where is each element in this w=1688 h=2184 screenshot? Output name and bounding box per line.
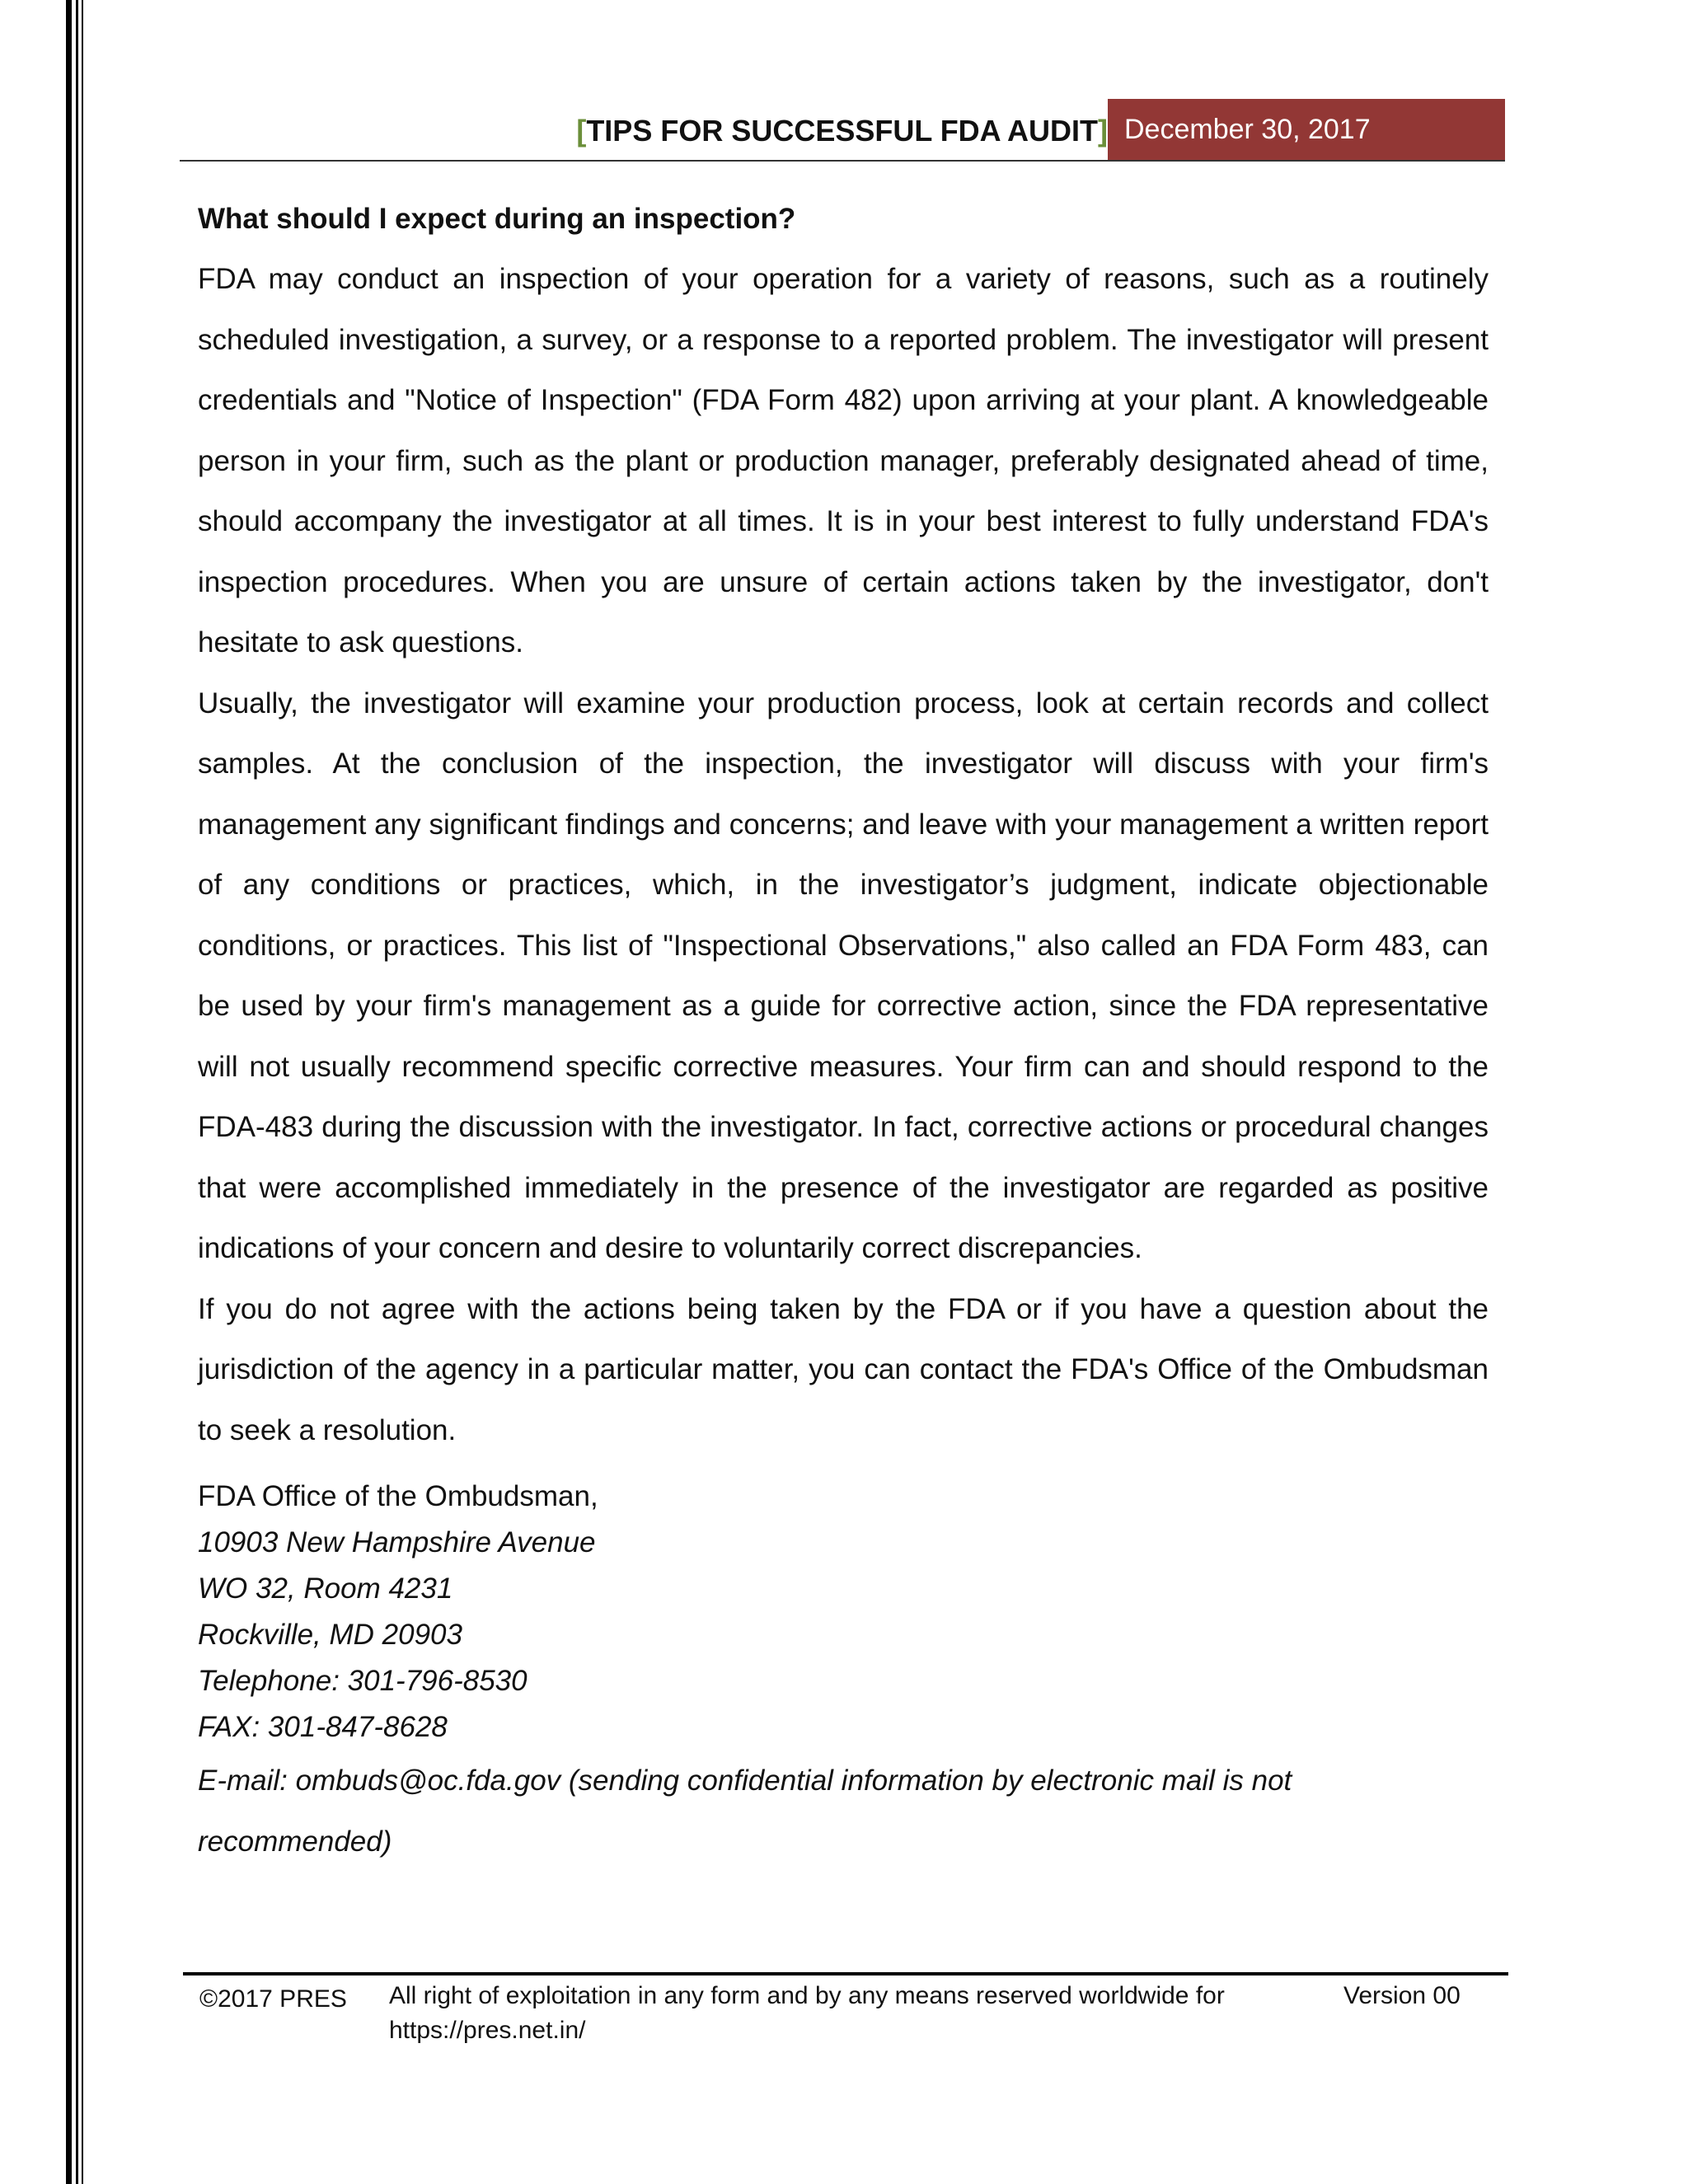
header-date: December 30, 2017 (1108, 99, 1505, 160)
header-bracket-close: ] (1098, 114, 1108, 148)
paragraph: Usually, the investigator will examine your production process, look at certain records and collect samples. At the conclusion of the inspection, the investigator will discuss with your firm's management any significant findings and concerns; and leave with your management a written report of any conditions or practices, which, in the investigator’s judgment, indicate objectionable conditions, or practices. This list of "Inspectional Observations," also called an FDA Form 483, can be used by your firm's management as a guide for corrective action, since the FDA representative will not usually recommend specific corrective measures. Your firm can and should respond to the FDA-483 during the discussion with the investigator. In fact, corrective actions or procedural changes that were accomplished immediately in the presence of the investigator are regarded as positive indications of your concern and desire to voluntarily correct discrepancies. (198, 687, 1489, 1264)
header-title-text: TIPS FOR SUCCESSFUL FDA AUDIT (586, 114, 1098, 148)
footer-copyright: ©2017 PRES (199, 1985, 347, 2013)
header-bracket-open: [ (576, 114, 587, 148)
paragraph: If you do not agree with the actions being taken by the FDA or if you have a question about the jurisdiction of the agency in a particular matter, you can contact the FDA's Office of the Ombudsman to seek a resolution. (198, 1292, 1489, 1446)
address-telephone: Telephone: 301-796-8530 (198, 1665, 528, 1697)
address-name: FDA Office of the Ombudsman, (198, 1480, 598, 1512)
address-street: 10903 New Hampshire Avenue (198, 1526, 596, 1558)
address-email: E-mail: ombuds@oc.fda.gov (sending confidential information by electronic mail is not recommended) (198, 1765, 1292, 1858)
page-border-line (76, 0, 78, 2184)
page-header (180, 97, 1505, 162)
address-city: Rockville, MD 20903 (198, 1619, 462, 1651)
header-title (576, 114, 1108, 148)
footer-rights: All right of exploitation in any form and by any means reserved worldwide for https://pres.net.in/ (389, 1982, 1225, 2044)
page-footer (183, 1972, 1508, 2044)
page-border-line (82, 0, 83, 2184)
address-fax: FAX: 301-847-8628 (198, 1711, 448, 1743)
page-border-line (66, 0, 72, 2184)
ombudsman-address (198, 1474, 1489, 1872)
paragraph: FDA may conduct an inspection of your operation for a variety of reasons, such as a routinely scheduled investigation, a survey, or a response to a reported problem. The investigator will present credentials and "Notice of Inspection" (FDA Form 482) upon arriving at your plant. A knowledgeable person in your firm, such as the plant or production manager, preferably designated ahead of time, should accompany the investigator at all times. It is in your best interest to fully understand FDA's inspection procedures. When you are unsure of certain actions taken by the investigator, don't hesitate to ask questions. (198, 263, 1489, 658)
footer-version: Version 00 (1343, 1982, 1461, 2009)
section-heading: What should I expect during an inspection? (198, 203, 796, 235)
address-room: WO 32, Room 4231 (198, 1572, 453, 1605)
document-body (198, 198, 1489, 1872)
